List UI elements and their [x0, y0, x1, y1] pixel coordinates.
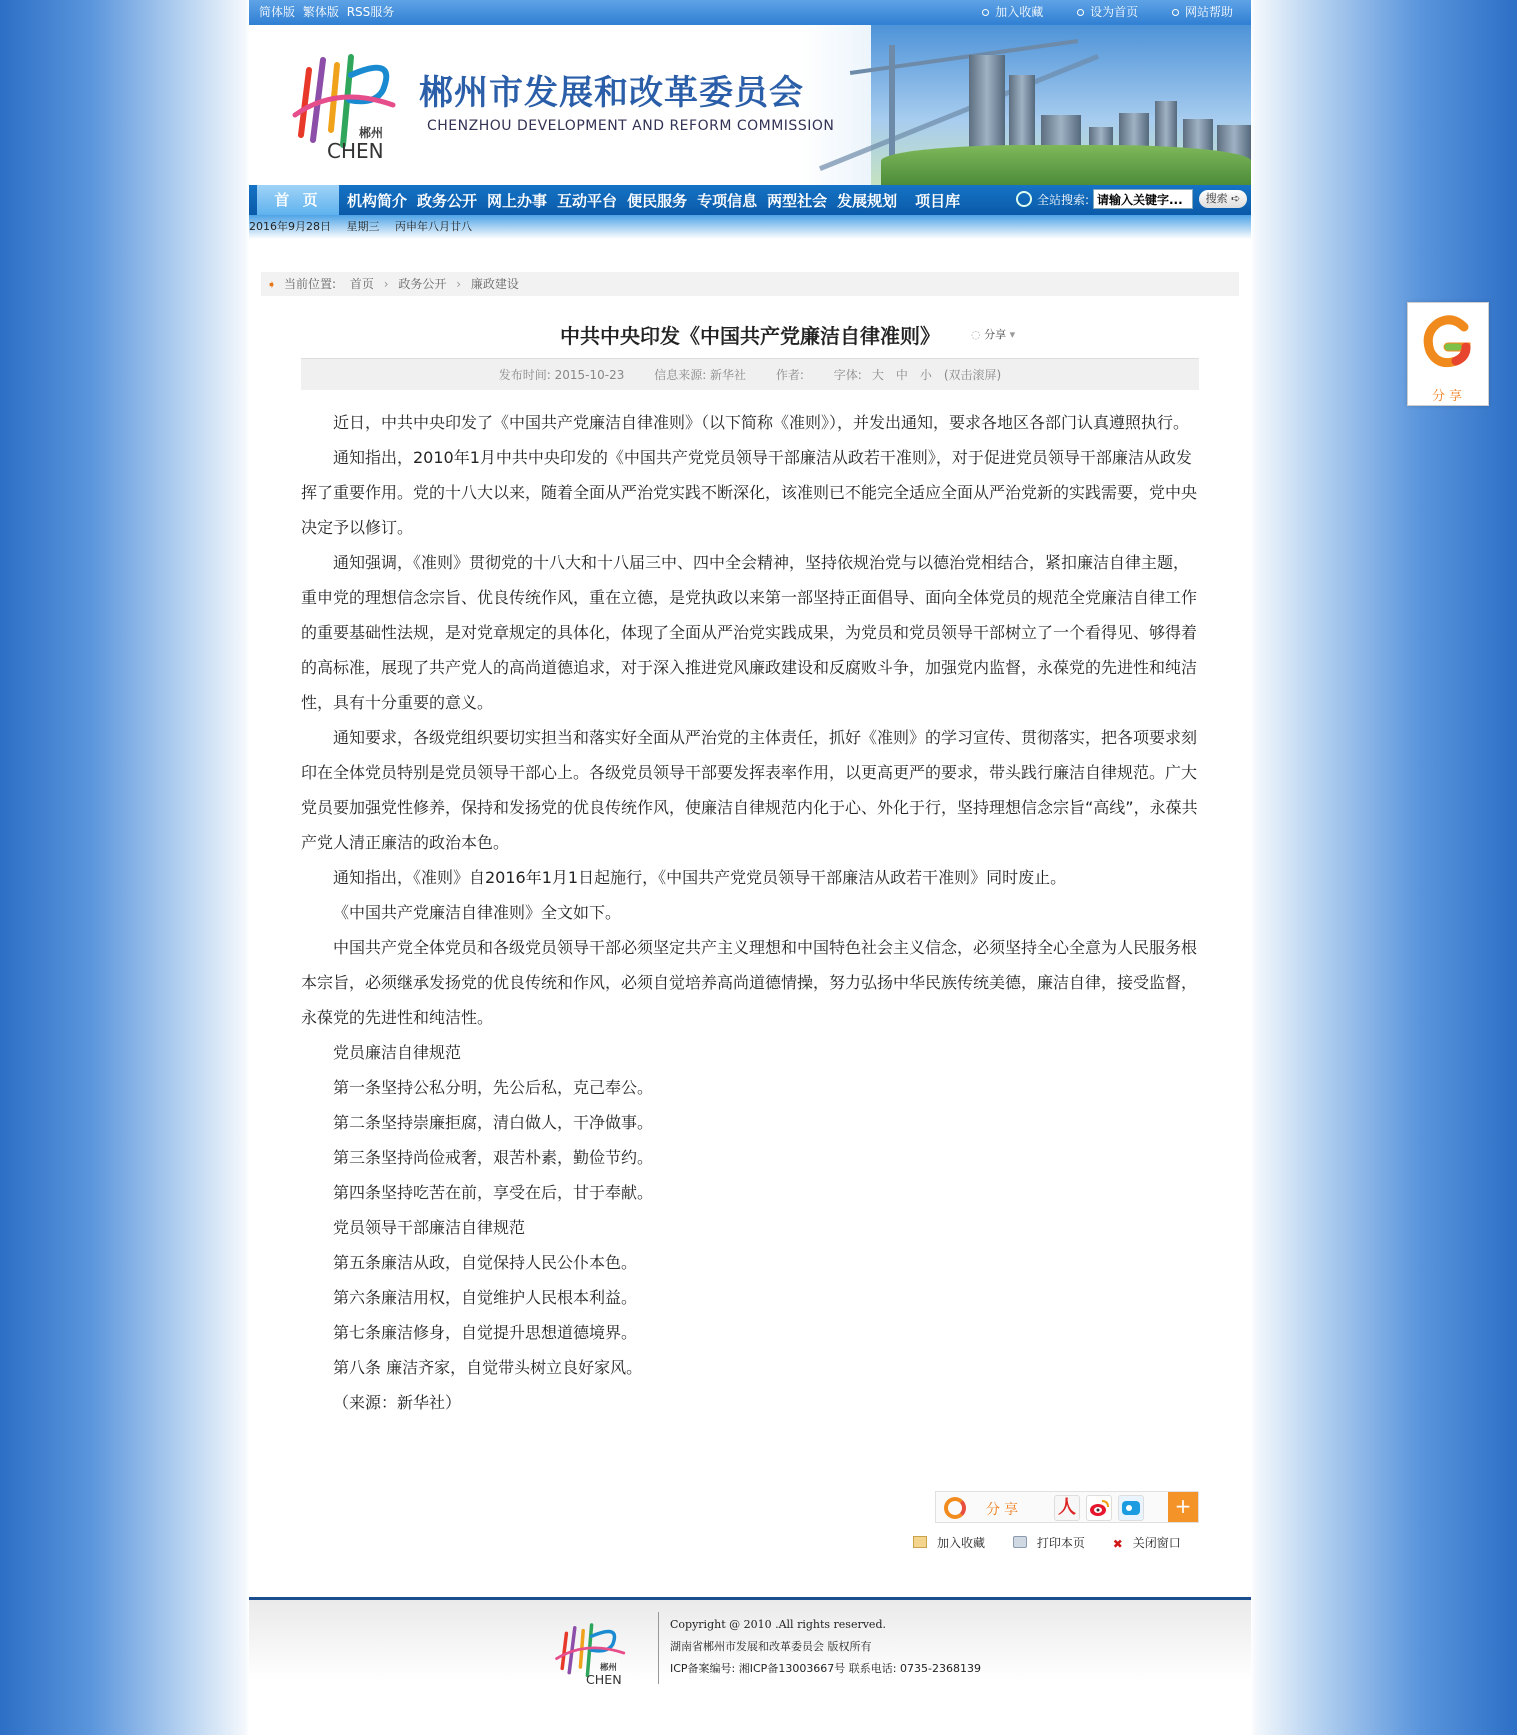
- article-meta: [301, 358, 1199, 390]
- article-tools: [913, 1534, 1205, 1551]
- article-paragraph: 第四条坚持吃苦在前，享受在后，甘于奉献。: [333, 1183, 654, 1202]
- share-bar-label[interactable]: 分享: [986, 1502, 1022, 1518]
- article-paragraph: 第一条坚持公私分明，先公后私，克己奉公。: [333, 1078, 654, 1097]
- chen-logo: [287, 45, 407, 165]
- circle-bullet-icon: [1172, 9, 1179, 16]
- share-spinner-icon: ◌: [971, 328, 981, 341]
- search-label: 全站搜索:: [1036, 192, 1089, 207]
- date-bar: [249, 219, 1251, 235]
- printer-icon: [1013, 1536, 1027, 1548]
- double-click-scroll: (双击滚屏): [943, 368, 1002, 382]
- publish-time: 发布时间: 2015-10-23: [498, 368, 625, 382]
- nav-item-special[interactable]: 专项信息: [697, 191, 758, 210]
- pengyou-icon[interactable]: [1118, 1495, 1144, 1521]
- article-paragraph: 第三条坚持尚俭戒奢，艰苦朴素，勤俭节约。: [333, 1148, 654, 1167]
- copyright-text: Copyright @ 2010 .All rights reserved.: [670, 1618, 886, 1631]
- share-bar: [935, 1491, 1199, 1523]
- date-text: 2016年9月28日: [249, 220, 331, 233]
- search-button[interactable]: 搜索 ➪: [1199, 190, 1247, 208]
- site-title: 郴州市发展和改革委员会: [419, 73, 804, 113]
- search-icon: [1016, 191, 1032, 207]
- nav-item-two-type[interactable]: 两型社会: [767, 191, 828, 210]
- article-paragraph: （来源：新华社）: [333, 1393, 462, 1412]
- article-paragraph: 通知指出，《准则》自2016年1月1日起施行，《中国共产党党员领导干部廉洁从政若干准则》同时废止。: [333, 868, 1067, 887]
- main-nav: [249, 185, 1251, 215]
- nav-item-online[interactable]: 网上办事: [487, 191, 548, 210]
- article-paragraph: 通知指出，2010年1月中共中央印发的《中国共产党党员领导干部廉洁从政若干准则》，对于促进党员领导干部廉洁从政发挥了重要作用。党的十八大以来，随着全面从严治党实践不断深化，该准则已不能完全适应全面从严治党新的实践需要，党中央决定予以修订。: [301, 448, 1198, 537]
- people-share-icon[interactable]: 人: [1054, 1495, 1080, 1521]
- chevron-down-icon: ▾: [1009, 328, 1016, 341]
- nav-item-service[interactable]: 便民服务: [627, 191, 688, 210]
- floating-share-label: 分享: [1431, 389, 1466, 404]
- search-input[interactable]: [1093, 189, 1193, 209]
- footer-logo-cn: 郴州: [600, 1661, 617, 1672]
- breadcrumb-label: 当前位置:: [284, 277, 337, 291]
- nav-item-projects[interactable]: 项目库: [915, 191, 961, 210]
- breadcrumb-separator: ›: [383, 277, 389, 291]
- grass-graphic: [881, 145, 1251, 185]
- simplified-link[interactable]: 简体版: [259, 5, 296, 19]
- article-paragraph: 第七条廉洁修身，自觉提升思想道德境界。: [333, 1323, 638, 1342]
- logo-cn-text: 郴州: [359, 126, 384, 140]
- article-paragraph: 通知要求，各级党组织要切实担当和落实好全面从严治党的主体责任，抓好《准则》的学习宣传、贯彻落实，把各项要求刻印在全体党员特别是党员领导干部心上。各级党员领导干部要发挥表率作用，以更高更严的要求，带头践行廉洁自律规范。广大党员要加强党性修养，保持和发扬党的优良传统作风，使廉洁自律规范内化于心、外化于行，坚持理想信念宗旨“高线”，永葆共产党人清正廉洁的政治本色。: [301, 728, 1198, 852]
- search-button-label: 搜索: [1205, 192, 1228, 205]
- author: 作者:: [775, 368, 804, 382]
- help-link[interactable]: 网站帮助: [1172, 5, 1233, 19]
- close-icon: ✖: [1112, 1537, 1123, 1551]
- rss-link[interactable]: RSS服务: [346, 5, 395, 19]
- logo-en-text: CHEN: [327, 139, 384, 163]
- folder-icon: [913, 1536, 927, 1548]
- article-paragraph: 中国共产党全体党员和各级党员领导干部必须坚定共产主义理想和中国特色社会主义信念，必须坚持全心全意为人民服务根本宗旨，必须继承发扬党的优良传统和作风，必须自觉培养高尚道德情操，努力弘扬中华民族传统美德，廉洁自律，接受监督，永葆党的先进性和纯洁性。: [301, 938, 1198, 1027]
- share-logo-icon: [944, 1497, 966, 1519]
- nav-home[interactable]: 首 页: [257, 185, 339, 215]
- weekday-text: 星期三: [346, 220, 380, 233]
- article-paragraph: 第八条 廉洁齐家，自觉带头树立良好家风。: [333, 1358, 643, 1377]
- weibo-icon[interactable]: [1086, 1495, 1112, 1521]
- breadcrumb-home[interactable]: 首页: [349, 277, 374, 291]
- add-favorite-link[interactable]: 加入收藏: [982, 5, 1043, 19]
- font-size-label: 字体:: [833, 368, 862, 382]
- top-bar: [249, 0, 1251, 25]
- share-logo-icon: [1422, 313, 1474, 371]
- article-paragraph: 党员领导干部廉洁自律规范: [333, 1218, 526, 1237]
- traditional-link[interactable]: 繁体版: [302, 5, 339, 19]
- breadcrumb-arrow-icon: ➧: [267, 278, 277, 291]
- top-tools: [952, 0, 1233, 25]
- breadcrumb-affairs[interactable]: 政务公开: [398, 277, 447, 291]
- font-large-button[interactable]: 大: [871, 368, 884, 382]
- site-subtitle: CHENZHOU DEVELOPMENT AND REFORM COMMISSION: [427, 118, 835, 134]
- circle-bullet-icon: [1077, 9, 1084, 16]
- lunar-text: 丙申年八月廿八: [395, 220, 472, 233]
- close-window-button[interactable]: [1113, 1536, 1181, 1550]
- breadcrumb-current[interactable]: 廉政建设: [470, 277, 519, 291]
- footer-logo: [551, 1618, 635, 1688]
- icp-text: ICP备案编号: 湘ICP备13003667号 联系电话: 0735-2368139: [670, 1662, 981, 1675]
- title-share-button[interactable]: [971, 326, 1015, 342]
- font-medium-button[interactable]: 中: [895, 368, 908, 382]
- floating-share-widget[interactable]: [1407, 302, 1489, 406]
- article-title: 中共中央印发《中国共产党廉洁自律准则》: [560, 324, 940, 348]
- article-paragraph: 第五条廉洁从政，自觉保持人民公仆本色。: [333, 1253, 638, 1272]
- page: [249, 0, 1251, 1735]
- nav-item-affairs[interactable]: 政务公开: [417, 191, 478, 210]
- circle-bullet-icon: [982, 9, 989, 16]
- footer: [249, 1597, 1251, 1735]
- owner-text: 湖南省郴州市发展和改革委员会 版权所有: [670, 1640, 872, 1653]
- font-small-button[interactable]: 小: [919, 368, 932, 382]
- print-button[interactable]: [1013, 1536, 1085, 1550]
- article-paragraph: 近日，中共中央印发了《中国共产党廉洁自律准则》（以下简称《准则》），并发出通知，要求各地区各部门认真遵照执行。: [333, 413, 1190, 432]
- nav-item-interaction[interactable]: 互动平台: [557, 191, 618, 210]
- language-links: [259, 0, 398, 25]
- weibo-glyph-icon: [1087, 1496, 1111, 1520]
- info-source: 信息来源: 新华社: [654, 368, 747, 382]
- nav-item-about[interactable]: 机构简介: [347, 191, 408, 210]
- article-paragraph: 通知强调，《准则》贯彻党的十八大和十八届三中、四中全会精神，坚持依规治党与以德治党相结合，紧扣廉洁自律主题，重申党的理想信念宗旨、优良传统作风，重在立德，是党执政以来第一部坚持正面倡导、面向全体党员的规范全党廉洁自律工作的重要基础性法规，是对党章规定的具体化，体现了全面从严治党实践成果，为党员和党员领导干部树立了一个看得见、够得着的高标准，展现了共产党人的高尚道德追求，对于深入推进党风廉政建设和反腐败斗争，加强党内监督，永葆党的先进性和纯洁性，具有十分重要的意义。: [301, 553, 1198, 712]
- banner: [249, 25, 1251, 185]
- breadcrumb-separator: ›: [456, 277, 462, 291]
- close-label: 关闭窗口: [1132, 1536, 1181, 1550]
- pengyou-glyph-icon: [1119, 1496, 1143, 1520]
- article-body: [301, 405, 1199, 1420]
- favorite-button[interactable]: [913, 1536, 985, 1550]
- article-paragraph: 第六条廉洁用权，自觉维护人民根本利益。: [333, 1288, 638, 1307]
- share-more-button[interactable]: +: [1168, 1492, 1198, 1522]
- footer-text: [670, 1614, 981, 1680]
- title-share-label: 分享: [984, 328, 1007, 341]
- footer-divider: [658, 1612, 659, 1684]
- print-label: 打印本页: [1036, 1536, 1085, 1550]
- article-paragraph: 《中国共产党廉洁自律准则》全文如下。: [333, 903, 622, 922]
- article-paragraph: 第二条坚持崇廉拒腐，清白做人，干净做事。: [333, 1113, 654, 1132]
- set-home-link[interactable]: 设为首页: [1077, 5, 1138, 19]
- favorite-label: 加入收藏: [937, 1536, 986, 1550]
- site-search: [1016, 189, 1247, 209]
- nav-item-planning[interactable]: 发展规划: [837, 191, 898, 210]
- article-paragraph: 党员廉洁自律规范: [333, 1043, 462, 1062]
- footer-logo-en: CHEN: [586, 1671, 622, 1687]
- breadcrumb: [261, 272, 1239, 296]
